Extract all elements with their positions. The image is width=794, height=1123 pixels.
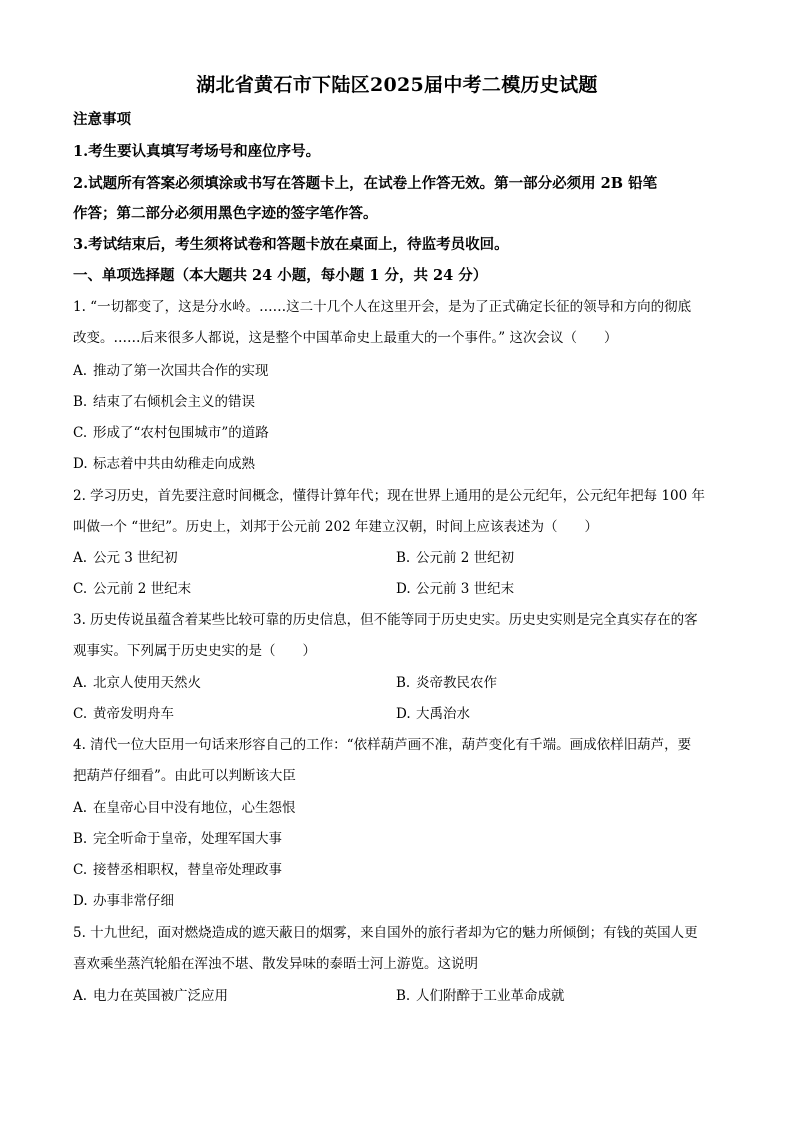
q4-option-c[interactable]: C. 接替丞相职权，替皇帝处理政事 [73, 862, 282, 878]
page-title: 湖北省黄石市下陆区2025届中考二模历史试题 [196, 74, 598, 96]
question-5-line-2: 喜欢乘坐蒸汽轮船在浑浊不堪、散发异味的泰晤士河上游览。这说明 [73, 956, 478, 972]
note-item-2-cont: 作答；第二部分必须用黑色字迹的签字笔作答。 [73, 205, 378, 222]
question-1-line-2: 改变。……后来很多人都说，这是整个中国革命史上最重大的一个事件。” 这次会议（ ） [73, 330, 618, 346]
question-4-line-2: 把葫芦仔细看”。由此可以判断该大臣 [73, 768, 296, 784]
question-1-line-1: 1. “一切都变了，这是分水岭。……这二十几个人在这里开会，是为了正式确定长征的领导和方向的彻底 [73, 299, 692, 315]
q2-option-a[interactable]: A. 公元 3 世纪初 [73, 550, 178, 566]
q4-option-b[interactable]: B. 完全听命于皇帝，处理军国大事 [73, 831, 282, 847]
q3-option-b[interactable]: B. 炎帝教民农作 [396, 675, 497, 691]
q4-option-d[interactable]: D. 办事非常仔细 [73, 893, 174, 909]
q1-option-b[interactable]: B. 结束了右倾机会主义的错误 [73, 394, 255, 410]
q1-option-a[interactable]: A. 推动了第一次国共合作的实现 [73, 363, 269, 379]
note-item-3: 3.考试结束后，考生须将试卷和答题卡放在桌面上，待监考员收回。 [73, 236, 509, 253]
question-3-line-1: 3. 历史传说虽蕴含着某些比较可靠的历史信息，但不能等同于历史史实。历史史实则是完全真实存在的客 [73, 612, 698, 628]
note-item-2: 2.试题所有答案必须填涂或书写在答题卡上，在试卷上作答无效。第一部分必须用 2B 铅笔 [73, 175, 658, 192]
q1-option-d[interactable]: D. 标志着中共由幼稚走向成熟 [73, 456, 255, 472]
q3-option-a[interactable]: A. 北京人使用天然火 [73, 675, 201, 691]
section-heading: 一、单项选择题（本大题共 24 小题，每小题 1 分，共 24 分） [73, 267, 488, 284]
question-2-line-2: 叫做一个 “世纪”。历史上，刘邦于公元前 202 年建立汉朝，时间上应该表述为（ ） [73, 519, 598, 535]
q5-option-b[interactable]: B. 人们附醉于工业革命成就 [396, 988, 565, 1004]
note-item-1: 1.考生要认真填写考场号和座位序号。 [73, 143, 321, 160]
q3-option-d[interactable]: D. 大禹治水 [396, 706, 470, 722]
q5-option-a[interactable]: A. 电力在英国被广泛应用 [73, 988, 228, 1004]
q2-option-c[interactable]: C. 公元前 2 世纪末 [73, 581, 192, 597]
q4-option-a[interactable]: A. 在皇帝心目中没有地位，心生怨恨 [73, 800, 296, 816]
q1-option-c[interactable]: C. 形成了“农村包围城市”的道路 [73, 425, 269, 441]
notes-heading: 注意事项 [73, 111, 131, 128]
question-5-line-1: 5. 十九世纪，面对燃烧造成的遮天蔽日的烟雾，来自国外的旅行者却为它的魅力所倾倒；有钱的英国人更 [73, 925, 698, 941]
question-2-line-1: 2. 学习历史，首先要注意时间概念，懂得计算年代；现在世界上通用的是公元纪年，公元纪年把每 100 年 [73, 488, 706, 504]
q2-option-d[interactable]: D. 公元前 3 世纪末 [396, 581, 515, 597]
q3-option-c[interactable]: C. 黄帝发明舟车 [73, 706, 174, 722]
question-4-line-1: 4. 清代一位大臣用一句话来形容自己的工作：“依样葫芦画不准，葫芦变化有千端。画成依样旧葫芦，要 [73, 737, 692, 753]
question-3-line-2: 观事实。下列属于历史史实的是（ ） [73, 643, 316, 659]
q2-option-b[interactable]: B. 公元前 2 世纪初 [396, 550, 515, 566]
